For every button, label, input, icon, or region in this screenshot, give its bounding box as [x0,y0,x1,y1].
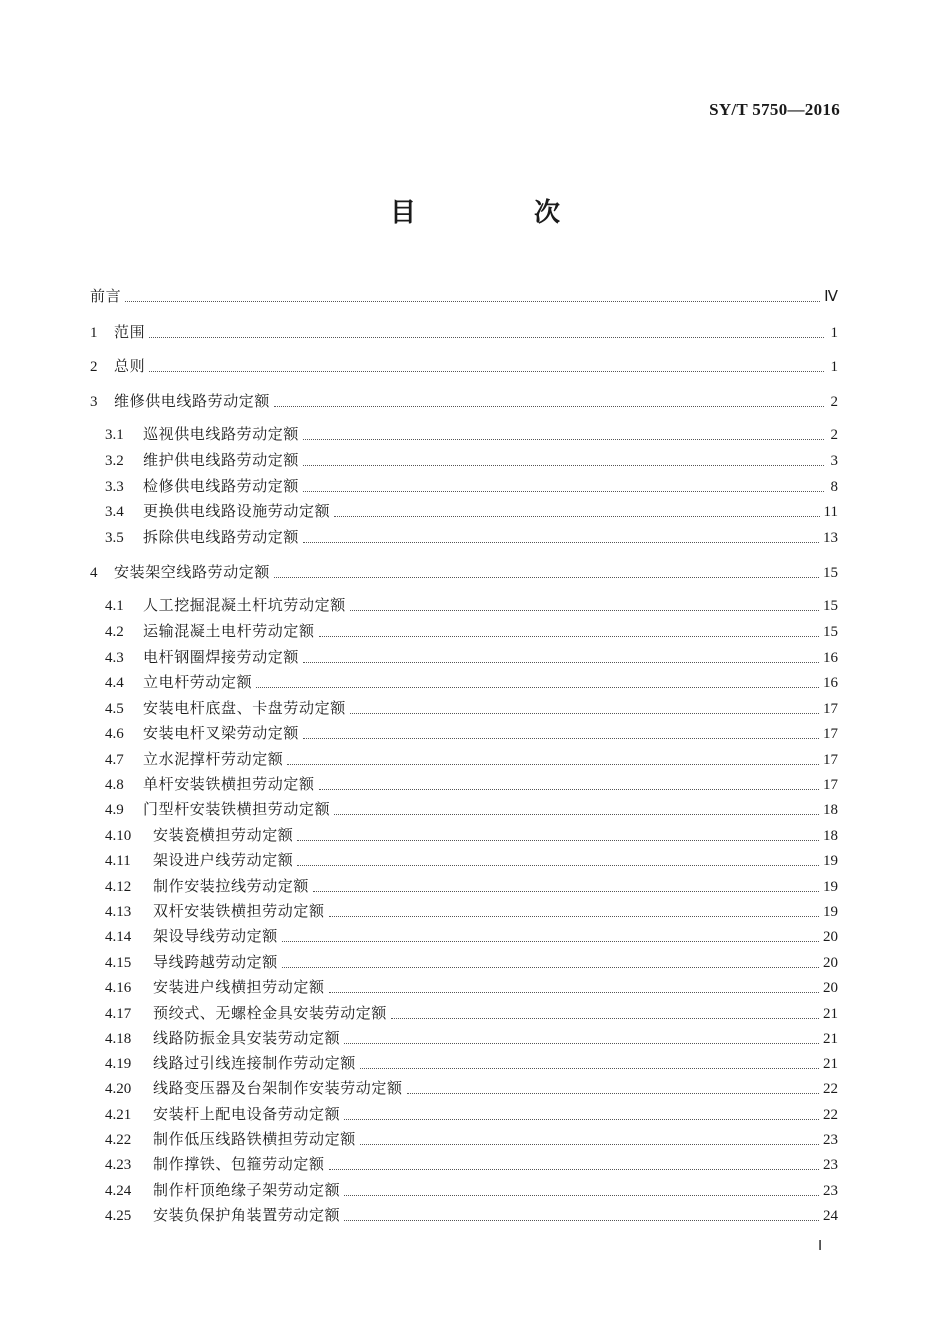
toc-leader-dots [319,635,819,637]
toc-entry-label: 门型杆安装铁横担劳动定额 [143,800,331,818]
toc-entry-page: 2 [830,394,838,410]
toc-entry[interactable] [105,825,838,846]
toc-leader-dots [297,864,819,866]
toc-entry-page: 1 [830,325,838,341]
toc-entry-number: 4.13 [105,904,132,920]
toc-entry[interactable] [90,286,838,307]
toc-entry-page: 19 [823,879,838,895]
toc-entry-page: 18 [823,802,838,818]
toc-entry-page: 20 [823,929,838,945]
toc-leader-dots [274,405,824,407]
toc-leader-dots [313,890,819,892]
toc-entry-label: 安装架空线路劳动定额 [114,563,271,581]
toc-entry[interactable] [105,1180,838,1201]
toc-leader-dots [319,788,819,790]
toc-entry-page: 24 [823,1208,838,1224]
toc-leader-dots [350,609,819,611]
toc-entry-page: Ⅳ [824,289,838,305]
toc-entry-label: 制作安装拉线劳动定额 [153,877,310,895]
toc-entry-page: 23 [823,1157,838,1173]
toc-entry-label: 安装电杆底盘、卡盘劳动定额 [143,699,346,717]
toc-leader-dots [344,1219,819,1221]
toc-entry-label: 线路防振金具安装劳动定额 [153,1029,341,1047]
toc-entry[interactable] [105,621,838,642]
toc-entry-label: 制作杆顶绝缘子架劳动定额 [153,1181,341,1199]
toc-entry-page: 13 [823,530,838,546]
toc-entry-page: 18 [823,828,838,844]
toc-leader-dots [297,839,819,841]
toc-leader-dots [303,464,824,466]
toc-entry-page: 20 [823,955,838,971]
toc-entry-label: 架设进户线劳动定额 [153,851,294,869]
toc-entry-label: 线路过引线连接制作劳动定额 [153,1054,356,1072]
toc-leader-dots [360,1067,819,1069]
toc-entry-page: 23 [823,1183,838,1199]
toc-entry-number: 4.2 [105,624,124,640]
toc-entry-page: 11 [823,504,838,520]
toc-entry-label: 立水泥撑杆劳动定额 [143,750,284,768]
toc-entry-page: 20 [823,980,838,996]
toc-entry-label: 安装电杆叉梁劳动定额 [143,724,300,742]
toc-entry[interactable] [90,391,838,412]
toc-leader-dots [329,991,819,993]
toc-entry-number: 2 [90,359,98,375]
toc-entry-page: 22 [823,1081,838,1097]
toc-entry-number: 4.16 [105,980,132,996]
toc-entry-label: 电杆钢圈焊接劳动定额 [143,648,300,666]
toc-entry-number: 4.4 [105,675,124,691]
toc-entry-label: 立电杆劳动定额 [143,673,253,691]
toc-entry-page: 17 [823,726,838,742]
toc-leader-dots [344,1118,819,1120]
toc-entry-label: 双杆安装铁横担劳动定额 [153,902,325,920]
toc-entry-number: 4.10 [105,828,132,844]
toc-entry-number: 4.8 [105,777,124,793]
toc-entry-number: 4.24 [105,1183,132,1199]
toc-entry-number: 3.1 [105,427,124,443]
toc-entry-number: 4.22 [105,1132,132,1148]
toc-entry[interactable] [90,322,838,343]
toc-entry-page: 17 [823,701,838,717]
toc-entry[interactable] [105,424,838,445]
toc-entry-label: 架设导线劳动定额 [153,927,278,945]
toc-leader-dots [391,1017,819,1019]
toc-entry-label: 导线跨越劳动定额 [153,953,278,971]
toc-entry-page: 3 [830,453,838,469]
toc-entry-number: 4.15 [105,955,132,971]
toc-entry[interactable] [105,1053,838,1074]
toc-entry-page: 19 [823,853,838,869]
toc-entry-number: 4.18 [105,1031,132,1047]
toc-entry-number: 4.25 [105,1208,132,1224]
toc-entry-number: 4.6 [105,726,124,742]
toc-leader-dots [274,576,819,578]
toc-entry-label: 检修供电线路劳动定额 [143,477,300,495]
toc-leader-dots [329,915,819,917]
standard-code: SY/T 5750—2016 [709,100,840,119]
toc-entry-number: 4.9 [105,802,124,818]
toc-entry[interactable] [105,1154,838,1175]
toc-entry-number: 4 [90,565,98,581]
toc-leader-dots [125,300,820,302]
toc-entry-number: 4.17 [105,1006,132,1022]
toc-entry-number: 4.7 [105,752,124,768]
toc-entry-label: 安装杆上配电设备劳动定额 [153,1105,341,1123]
toc-entry[interactable] [105,698,838,719]
toc-entry-number: 3 [90,394,98,410]
toc-entry-label: 人工挖掘混凝土杆坑劳动定额 [143,596,346,614]
toc-leader-dots [303,661,819,663]
toc-leader-dots [303,490,824,492]
toc-leader-dots [407,1092,819,1094]
toc-entry-number: 4.1 [105,598,124,614]
toc-entry[interactable] [105,527,838,548]
toc-entry-label: 拆除供电线路劳动定额 [143,528,300,546]
toc-entry[interactable] [105,799,838,820]
toc-entry-number: 4.19 [105,1056,132,1072]
toc-entry-number: 4.3 [105,650,124,666]
toc-entry[interactable] [105,952,838,973]
toc-entry-page: 8 [830,479,838,495]
toc-entry[interactable] [105,1205,838,1226]
toc-entry[interactable] [105,1129,838,1150]
toc-entry-page: 1 [830,359,838,375]
toc-entry-number: 4.20 [105,1081,132,1097]
toc-entry-label: 前言 [90,287,122,305]
toc-entry-page: 21 [823,1006,838,1022]
toc-entry-number: 1 [90,325,98,341]
toc-entry-label: 总则 [114,357,146,375]
toc-entry[interactable] [105,1003,838,1024]
toc-entry-label: 安装进户线横担劳动定额 [153,978,325,996]
toc-entry-page: 17 [823,777,838,793]
toc-entry-number: 4.11 [105,853,131,869]
toc-entry[interactable] [105,926,838,947]
toc-entry[interactable] [105,901,838,922]
toc-entry-number: 4.14 [105,929,132,945]
page-title: 目 次 [389,198,606,228]
toc-entry-page: 2 [830,427,838,443]
toc-entry-page: 19 [823,904,838,920]
toc-entry-label: 安装瓷横担劳动定额 [153,826,294,844]
page-number: Ⅰ [818,1239,823,1254]
toc-entry[interactable] [90,562,838,583]
toc-leader-dots [282,966,819,968]
toc-leader-dots [334,813,819,815]
toc-entry-label: 更换供电线路设施劳动定额 [143,502,331,520]
toc-entry-page: 23 [823,1132,838,1148]
toc-entry-number: 4.21 [105,1107,132,1123]
toc-entry-label: 范围 [114,323,146,341]
toc-entry[interactable] [90,356,838,377]
toc-entry-page: 16 [823,675,838,691]
toc-entry-label: 制作低压线路铁横担劳动定额 [153,1130,356,1148]
toc-entry[interactable] [105,672,838,693]
toc-entry[interactable] [105,977,838,998]
toc-leader-dots [303,737,819,739]
toc-entry-page: 15 [823,598,838,614]
toc-entry-label: 制作撑铁、包箍劳动定额 [153,1155,325,1173]
toc-leader-dots [350,712,819,714]
toc-entry[interactable] [105,501,838,522]
toc-entry-label: 运输混凝土电杆劳动定额 [143,622,315,640]
toc-leader-dots [360,1143,819,1145]
toc-entry-page: 21 [823,1031,838,1047]
toc-entry-page: 21 [823,1056,838,1072]
toc-entry-page: 17 [823,752,838,768]
toc-entry[interactable] [105,595,838,616]
toc-leader-dots [344,1042,819,1044]
toc-entry[interactable] [105,850,838,871]
toc-entry-number: 3.2 [105,453,124,469]
toc-entry-label: 维护供电线路劳动定额 [143,451,300,469]
toc-entry[interactable] [105,450,838,471]
toc-entry-label: 单杆安装铁横担劳动定额 [143,775,315,793]
toc-leader-dots [287,763,819,765]
toc-entry[interactable] [105,876,838,897]
toc-entry-label: 巡视供电线路劳动定额 [143,425,300,443]
toc-entry-label: 线路变压器及台架制作安装劳动定额 [153,1079,403,1097]
toc-entry[interactable] [105,1104,838,1125]
toc-entry[interactable] [105,749,838,770]
toc-entry[interactable] [105,476,838,497]
toc-entry[interactable] [105,1078,838,1099]
toc-entry-number: 4.5 [105,701,124,717]
toc-entry-page: 15 [823,565,838,581]
toc-leader-dots [256,686,819,688]
toc-entry-label: 维修供电线路劳动定额 [114,392,271,410]
toc-entry-page: 22 [823,1107,838,1123]
toc-leader-dots [303,541,819,543]
toc-entry[interactable] [105,774,838,795]
toc-leader-dots [282,940,819,942]
toc-entry-number: 3.4 [105,504,124,520]
toc-entry-number: 4.23 [105,1157,132,1173]
toc-entry-number: 3.3 [105,479,124,495]
toc-leader-dots [344,1194,819,1196]
toc-entry-page: 16 [823,650,838,666]
toc-entry[interactable] [105,1028,838,1049]
toc-leader-dots [334,515,819,517]
toc-entry[interactable] [105,723,838,744]
toc-leader-dots [303,438,824,440]
toc-leader-dots [329,1168,819,1170]
toc-entry-label: 预绞式、无螺栓金具安装劳动定额 [153,1004,388,1022]
toc-leader-dots [149,336,824,338]
toc-entry-number: 3.5 [105,530,124,546]
toc-entry-label: 安装负保护角装置劳动定额 [153,1206,341,1224]
toc-entry-page: 15 [823,624,838,640]
toc-leader-dots [149,370,824,372]
toc-entry-number: 4.12 [105,879,132,895]
toc-entry[interactable] [105,647,838,668]
